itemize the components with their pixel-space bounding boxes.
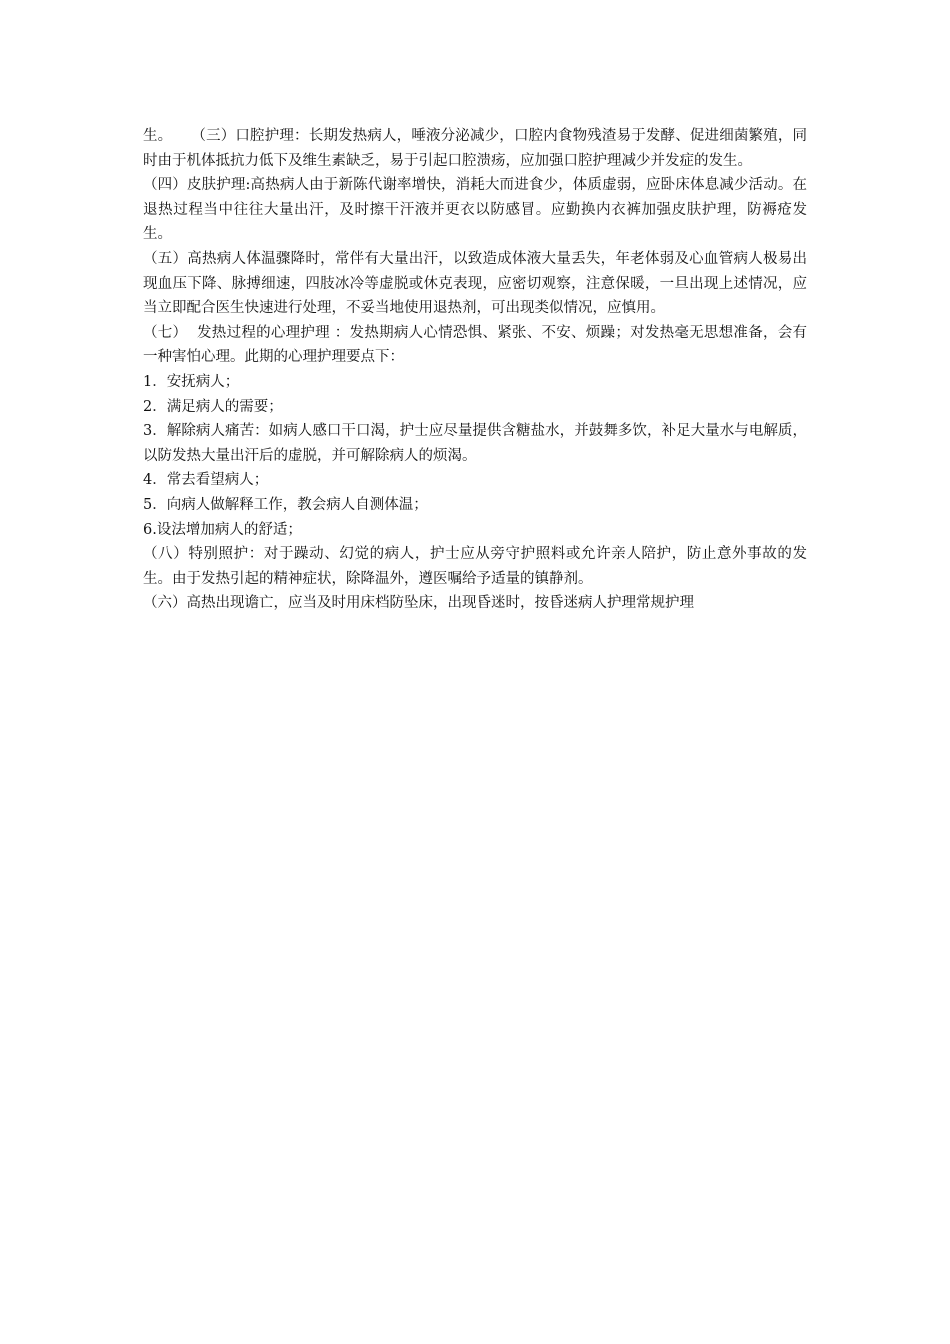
list-item-explain: 5．向病人做解释工作，教会病人自测体温； <box>143 496 428 513</box>
list-item-visit-patient: 4．常去看望病人； <box>143 472 269 489</box>
list-item-comfort: 6.设法增加病人的舒适； <box>143 521 302 538</box>
paragraph-special-care: （八）特别照护：对于躁动、幻觉的病人，护士应从旁守护照料或允许亲人陪护，防止意外事故的发生。由于发热引起的精神症状，除降温外，遵医嘱给予适量的镇静剂。 <box>143 546 807 587</box>
list-item-meet-needs: 2．满足病人的需要； <box>143 398 283 415</box>
paragraph-delirium: （六）高热出现谵亡，应当及时用床档防坠床，出现昏迷时，按昏迷病人护理常规护理 <box>143 595 694 612</box>
document-body <box>143 124 807 616</box>
paragraph-skin-care: （四）皮肤护理:高热病人由于新陈代谢率增快，消耗大而进食少，体质虚弱，应卧床体息减少活动。在退热过程当中往往大量出汗，及时擦干汗液并更衣以防感冒。应勤换内衣裤加强皮肤护理，防褥疮发生。 <box>143 177 807 243</box>
paragraph-psychological-care: （七） 发热过程的心理护理 ：发热期病人心情恐惧、紧张、不安、烦躁；对发热毫无思想准备，会有一种害怕心理。此期的心理护理要点下： <box>143 324 807 366</box>
list-item-relieve-pain: 3．解除病人痛苦：如病人感口干口渴，护士应尽量提供含糖盐水，并鼓舞多饮，补足大量水与电解质，以防发热大量出汗后的虚脱，并可解除病人的烦渴。 <box>143 423 807 464</box>
list-item-comfort-patient: 1．安抚病人； <box>143 373 240 390</box>
paragraph-oral-care: 生。 （三）口腔护理：长期发热病人，唾液分泌减少，口腔内食物残渣易于发酵、促进细菌繁殖，同时由于机体抵抗力低下及维生素缺乏，易于引起口腔溃疡，应加强口腔护理减少并发症的发生。 <box>143 128 807 169</box>
paragraph-temperature-drop: （五）高热病人体温骤降时，常伴有大量出汗，以致造成体液大量丢失，年老体弱及心血管病人极易出现血压下降、脉搏细速，四肢冰冷等虚脱或休克表现，应密切观察，注意保暖，一旦出现上述情况，应当立即配合医生快速进行处理，不妥当地使用退热剂，可出现类似情况，应慎用。 <box>143 250 807 317</box>
